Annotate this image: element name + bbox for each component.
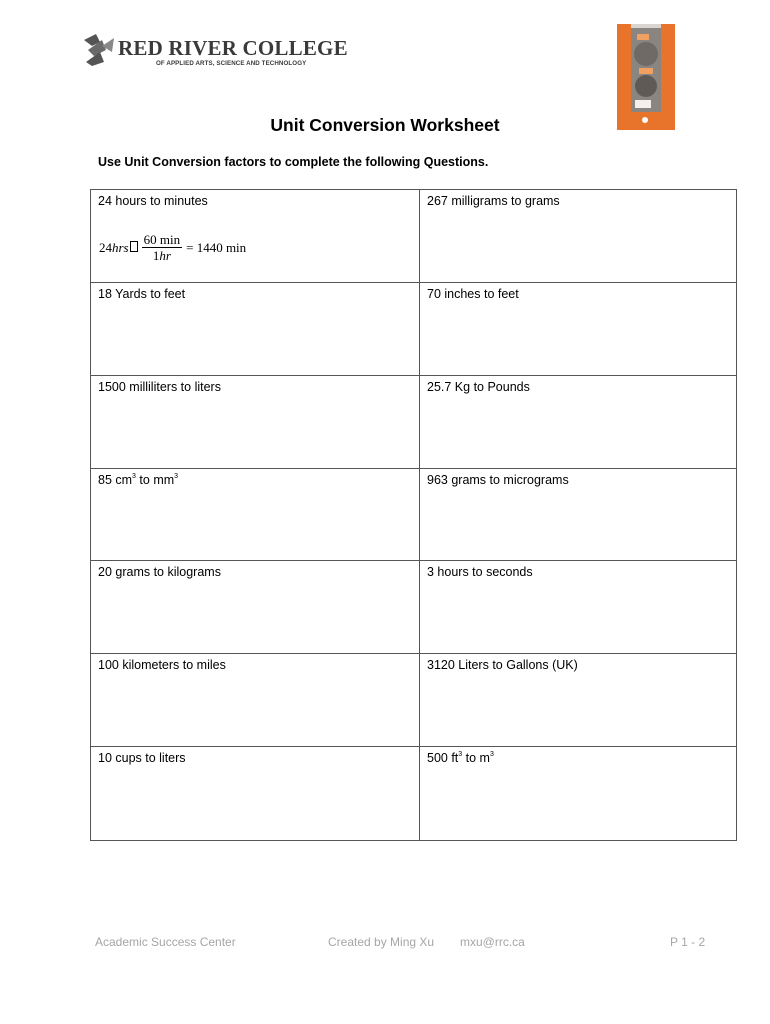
placeholder-glyph-icon <box>130 241 138 252</box>
question-text: 18 Yards to feet <box>98 286 186 301</box>
question-cell <box>420 190 736 283</box>
fraction-denominator: 1hr <box>152 248 171 263</box>
question-text: 20 grams to kilograms <box>98 565 221 580</box>
question-cell <box>91 376 420 469</box>
question-cell <box>420 283 736 376</box>
question-text: 1500 milliliters to liters <box>98 379 221 394</box>
example-fraction <box>142 232 182 263</box>
instructions: Use Unit Conversion factors to complete the following Questions. <box>98 155 489 169</box>
question-text: 963 grams to micrograms <box>427 472 569 487</box>
logo-emblem-icon <box>82 32 116 68</box>
questions-table <box>90 189 737 841</box>
question-text: 10 cups to liters <box>98 751 186 766</box>
footer-author: Created by Ming Xu <box>328 935 435 949</box>
footer-page-number: P 1 - 2 <box>670 935 706 949</box>
footer-email: mxu@rrc.ca <box>460 935 525 949</box>
question-cell <box>91 747 420 840</box>
question-cell <box>91 190 420 283</box>
question-cell <box>91 561 420 654</box>
example-result: = 1440 min <box>186 239 247 255</box>
question-cell <box>91 469 420 562</box>
question-text: 70 inches to feet <box>427 286 519 301</box>
question-cell <box>420 376 736 469</box>
footer-center-name: Academic Success Center <box>95 935 236 949</box>
question-text: 3120 Liters to Gallons (UK) <box>427 658 578 673</box>
question-text: 25.7 Kg to Pounds <box>427 379 530 394</box>
question-cell <box>420 469 736 562</box>
question-cell <box>91 654 420 747</box>
question-cell <box>420 747 736 840</box>
question-text: 24 hours to minutes <box>98 194 208 208</box>
question-cell <box>420 561 736 654</box>
example-given: 24hrs <box>99 240 138 256</box>
question-text: 100 kilometers to miles <box>98 658 226 673</box>
logo-subtitle: OF APPLIED ARTS, SCIENCE AND TECHNOLOGY <box>156 60 307 67</box>
question-cell <box>420 654 736 747</box>
logo-title: RED RIVER COLLEGE <box>118 36 348 60</box>
question-text: 267 milligrams to grams <box>427 194 560 208</box>
question-text: 85 $cm^3$ to $mm^3$ <box>98 472 179 487</box>
fraction-numerator: 60 min <box>143 232 181 247</box>
question-cell <box>91 283 420 376</box>
worked-example <box>99 232 246 263</box>
question-text: 500 $ft^3$ to $m^3$ <box>427 751 494 766</box>
page-title: Unit Conversion Worksheet <box>270 115 500 135</box>
question-text: 3 hours to seconds <box>427 565 533 580</box>
college-logo <box>82 30 348 72</box>
